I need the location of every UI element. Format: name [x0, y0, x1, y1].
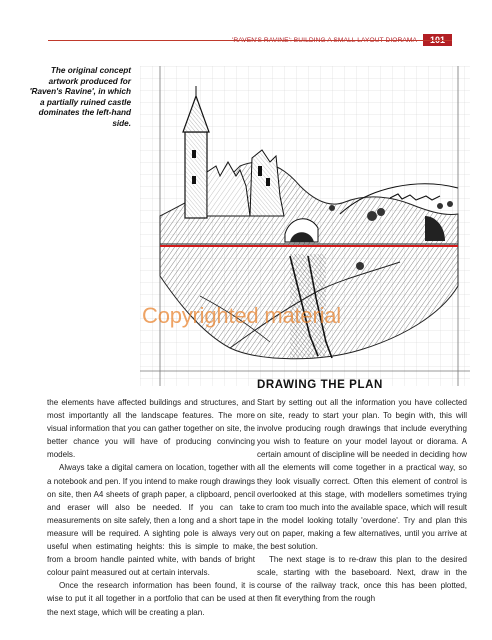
paragraph: Always take a digital camera on location, together with a notebook and pen. If you intend to make rough drawings on site, then A4 sheets of graph paper, a clipboard, pencil and eraser will also be needed. If you can take measurements on site safely, then a long and a short tape measure will be required. A sighting pole is always very useful when estimating heights: this is simple to make, from a broom handle painted white, with bands of bright colour paint measured out at certain intervals. [47, 463, 255, 578]
paragraph: Start by setting out all the information you have collected on site, ready to start your plan. To begin with, this will involve producing rough drawings that include everything you wish to feature on your model layout or diorama. A certain amount of discipline will be needed in deciding how all the elements will come together in a practical way, so they look visually correct. Often this element of control is overlooked at this stage, with modellers sometimes trying to cram too much into the available space, which will result in the model looking totally 'overdone'. Try and plan this out on paper, making a few alternatives, until you arrive at the best solution. [257, 398, 467, 552]
concept-artwork [140, 66, 470, 386]
paragraph: The next stage is to re-draw this plan to the desired scale, starting with the baseboard. Next, draw in the course of the railway track, once this has been plotted, then fit everything from the rough [257, 555, 467, 604]
header-rule [48, 40, 452, 41]
page-number: 101 [423, 34, 452, 46]
figure-caption: The original concept artwork produced for 'Raven's Ravine', in which a partially ruined castle dominates the left-hand side. [29, 66, 131, 128]
concept-artwork-drawing [140, 66, 470, 386]
section-heading: DRAWING THE PLAN [257, 379, 383, 391]
copyright-watermark: Copyrighted material [142, 303, 341, 328]
paragraph: the elements have affected buildings and structures, and most importantly all the landscape features. The more visual information that you can gather together on site, the better chance you will have of producing convincing models. [47, 398, 255, 460]
left-column [47, 396, 255, 619]
right-column [257, 378, 467, 606]
paragraph: Once the research information has been found, it is wise to put it all together in a portfolio that can be used at the next stage, which will be creating a plan. [47, 581, 255, 617]
running-title: 'RAVEN'S RAVINE': BUILDING A SMALL LAYOUT DIORAMA [232, 36, 417, 44]
